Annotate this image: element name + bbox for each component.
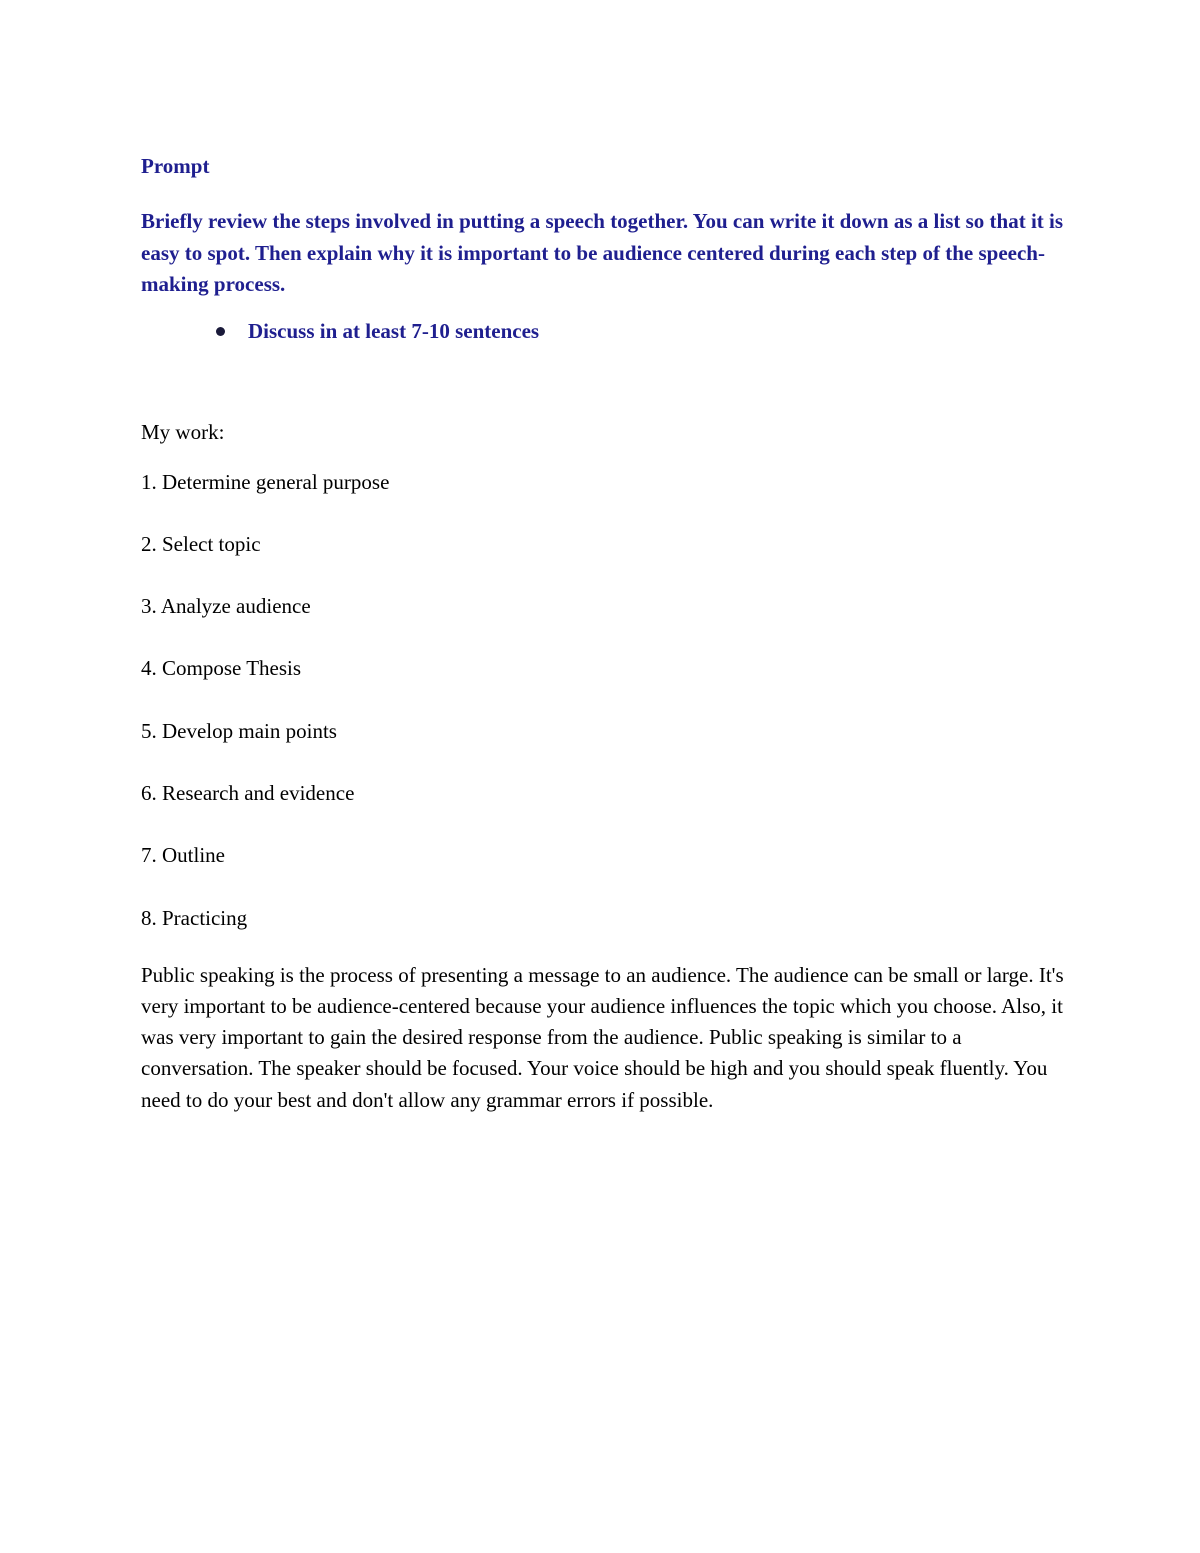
prompt-heading: Prompt (141, 154, 210, 178)
bullet-dot-icon (216, 327, 225, 336)
prompt-bullet-item (141, 315, 1071, 347)
prompt-bullet-text: Discuss in at least 7-10 sentences (248, 318, 540, 343)
speech-step: 5. Develop main points (141, 718, 337, 743)
speech-step: 7. Outline (141, 843, 225, 868)
speech-step: 6. Research and evidence (141, 780, 355, 805)
prompt-bullet-list (141, 315, 1071, 347)
speech-step: 3. Analyze audience (141, 594, 311, 619)
speech-steps-list (141, 466, 1071, 934)
speech-step: 2. Select topic (141, 531, 261, 556)
document-content (141, 150, 1071, 1116)
essay-paragraph: Public speaking is the process of presenting a message to an audience. The audience can be small or large. It's very important to be audience-centered because your audience influences the topic which you choose. Also, it was very important to gain the desired response from the audience. Public speaking is similar to a conversation. The speaker should be focused. Your voice should be high and you should speak fluently. You need to do your best and don't allow any grammar errors if possible. (141, 962, 1064, 1112)
speech-step: 4. Compose Thesis (141, 656, 302, 681)
speech-step: 8. Practicing (141, 905, 248, 930)
speech-step: 1. Determine general purpose (141, 469, 390, 494)
prompt-instructions: Briefly review the steps involved in putting a speech together. You can write it down as a list so that it is easy to spot. Then explain why it is important to be audience centered during each step of the speech-making process. (141, 209, 1064, 296)
my-work-label: My work: (141, 419, 225, 444)
